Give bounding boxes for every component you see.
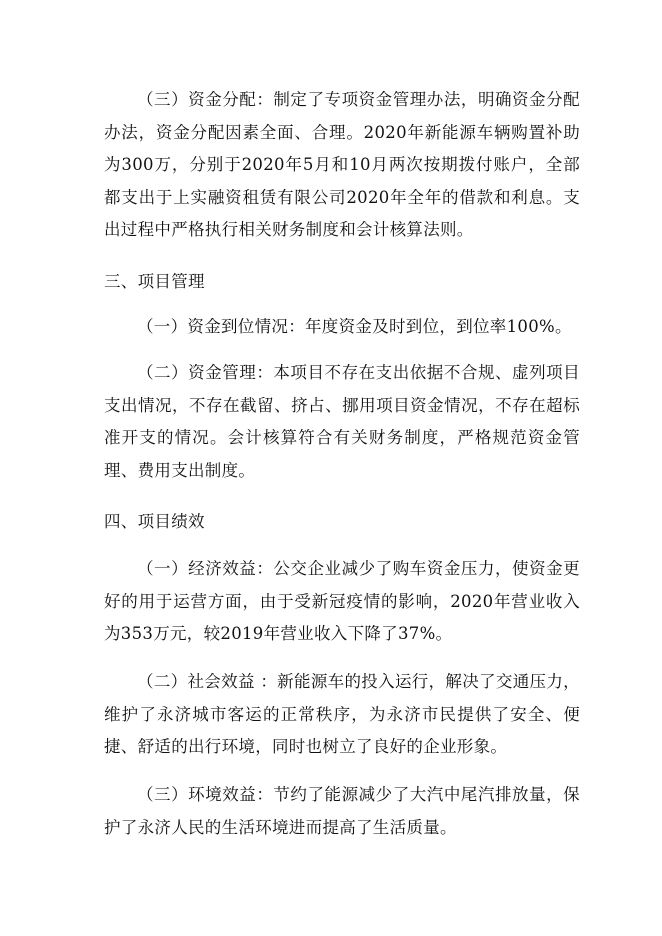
heading-project-management: 三、项目管理 xyxy=(104,272,205,291)
paragraph-funds-management: （二）资金管理：本项目不存在支出依据不合规、虚列项目支出情况，不存在截留、挤占、挪用项目资金情况，不存在超标准开支的情况。会计核算符合有关财务制度，严格规范资金管理、费用支出制度。 xyxy=(104,363,580,480)
paragraph-social-benefit: （二）社会效益 ：新能源车的投入运行，解决了交通压力，维护了永济城市客运的正常秩序，为永济市民提供了安全、便捷、舒适的出行环境，同时也树立了良好的企业形象。 xyxy=(104,672,580,756)
paragraph-funds-allocation: （三）资金分配：制定了专项资金管理办法，明确资金分配办法，资金分配因素全面、合理。2020年新能源车辆购置补助为300万，分别于2020年5月和10月两次按期拨付账户，全部都支出于上实融资租赁有限公司2020年全年的借款和利息。支出过程中严格执行相关财务制度和会计核算法则。 xyxy=(104,90,580,239)
paragraph-funds-arrival: （一）资金到位情况：年度资金及时到位，到位率100%。 xyxy=(137,317,572,336)
paragraph-economic-benefit: （一）经济效益：公交企业减少了购车资金压力，使资金更好的用于运营方面，由于受新冠疫情的影响，2020年营业收入为353万元，较2019年营业收入下降了37%。 xyxy=(104,559,580,643)
heading-project-performance: 四、项目绩效 xyxy=(104,512,205,531)
paragraph-environmental-benefit: （三）环境效益：节约了能源减少了大汽中尾汽排放量，保护了永济人民的生活环境进而提高了生活质量。 xyxy=(104,785,580,837)
